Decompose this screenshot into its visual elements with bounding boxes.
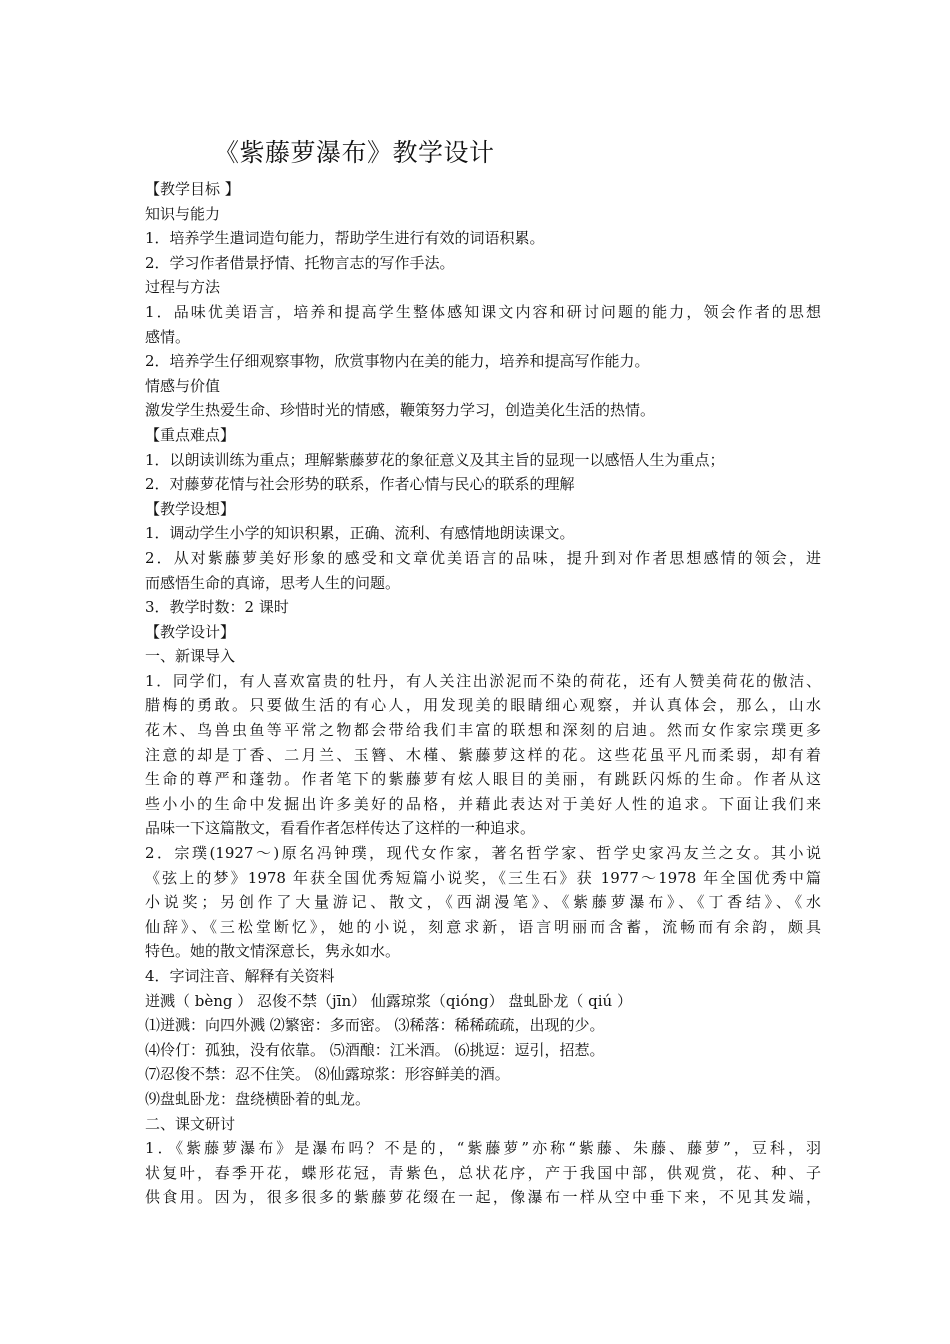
text-line: 些小小的生命中发掘出许多美好的品格，并藉此表达对于美好人性的追求。下面让我们来 <box>145 794 821 813</box>
text-line: 1．品味优美语言，培养和提高学生整体感知课文内容和研讨问题的能力，领会作者的思想 <box>145 302 821 321</box>
text-line: ⑼盘虬卧龙：盘绕横卧着的虬龙。 <box>145 1089 371 1108</box>
text-line: 2．培养学生仔细观察事物，欣赏事物内在美的能力，培养和提高写作能力。 <box>145 352 650 371</box>
text-line: ⑴迸溅：向四外溅 ⑵繁密：多而密。 ⑶稀落：稀稀疏疏，出现的少。 <box>145 1016 605 1035</box>
text-line: 腊梅的勇敢。只要做生活的有心人，用发现美的眼睛细心观察，并认真体会，那么，山水 <box>145 696 821 715</box>
document-body <box>145 177 825 1210</box>
text-line: 1．培养学生遣词造句能力，帮助学生进行有效的词语积累。 <box>145 229 545 248</box>
document-title: 《紫藤萝瀑布》教学设计 <box>214 138 495 167</box>
text-line: 品味一下这篇散文，看看作者怎样传达了这样的一种追求。 <box>145 819 536 838</box>
text-line: 注意的却是丁香、二月兰、玉簪、木槿、紫藤萝这样的花。这些花虽平凡而柔弱，却有着 <box>145 745 821 764</box>
text-line: 【教学设想】 <box>145 499 236 518</box>
text-line: 一、新课导入 <box>145 647 236 666</box>
text-line: 3．教学时数：2 课时 <box>145 598 289 617</box>
text-line: 过程与方法 <box>145 278 221 297</box>
text-line: 1．同学们，有人喜欢富贵的牡丹，有人关注出淤泥而不染的荷花，还有人赞美荷花的傲洁、 <box>145 671 821 690</box>
text-line: 供食用。因为，很多很多的紫藤萝花缀在一起，像瀑布一样从空中垂下来，不见其发端， <box>145 1188 821 1207</box>
text-line: 2．从对紫藤萝美好形象的感受和文章优美语言的品味，提升到对作者思想感情的领会，进 <box>145 548 821 567</box>
text-line: 特色。她的散文情深意长，隽永如水。 <box>145 942 401 961</box>
text-line: 二、课文研讨 <box>145 1114 236 1133</box>
text-line: 1．调动学生小学的知识积累，正确、流利、有感情地朗读课文。 <box>145 524 575 543</box>
text-line: 2．宗璞(1927～)原名冯钟璞，现代女作家，著名哲学家、哲学史家冯友兰之女。其小说 <box>145 844 821 863</box>
text-line: 1．以朗读训练为重点；理解紫藤萝花的象征意义及其主旨的显现一以感悟人生为重点； <box>145 450 725 469</box>
text-line: 状复叶，春季开花，蝶形花冠，青紫色，总状花序，产于我国中部，供观赏，花、种、子 <box>145 1163 821 1182</box>
text-line: 情感与价值 <box>145 376 221 395</box>
text-line: 1．《紫藤萝瀑布》是瀑布吗？不是的，“紫藤萝”亦称“紫藤、朱藤、藤萝”，豆科，羽 <box>145 1139 821 1158</box>
text-line: 激发学生热爱生命、珍惜时光的情感，鞭策努力学习，创造美化生活的热情。 <box>145 401 656 420</box>
text-line: ⑺忍俊不禁：忍不住笑。 ⑻仙露琼浆：形容鲜美的酒。 <box>145 1065 510 1084</box>
text-line: 生命的尊严和蓬勃。作者笔下的紫藤萝有炫人眼目的美丽，有跳跃闪烁的生命。作者从这 <box>145 770 821 789</box>
text-line: 【重点难点】 <box>145 425 236 444</box>
text-line: 知识与能力 <box>145 204 221 223</box>
text-line: 【教学设计】 <box>145 622 236 641</box>
text-line: 《弦上的梦》1978 年获全国优秀短篇小说奖，《三生石》获 1977～1978 年全国优秀中篇 <box>145 868 821 887</box>
text-line: 迸溅（ bèng ） 忍俊不禁（jīn） 仙露琼浆（qióng） 盘虬卧龙（ qiú ） <box>145 991 632 1010</box>
text-line: 2．学习作者借景抒情、托物言志的写作手法。 <box>145 253 455 272</box>
text-line: 【教学目标 】 <box>145 180 240 198</box>
text-line: 2．对藤萝花情与社会形势的联系，作者心情与民心的联系的理解 <box>145 475 575 494</box>
text-line: 4．字词注音、解释有关资料 <box>145 967 335 985</box>
text-line: ⑷伶仃：孤独，没有依靠。 ⑸酒酿：江米酒。 ⑹挑逗：逗引，招惹。 <box>145 1040 605 1059</box>
text-line: 仙辞》、《三松堂断忆》，她的小说，刻意求新，语言明丽而含蓄，流畅而有余韵，颇具 <box>145 917 821 936</box>
text-line: 而感悟生命的真谛，思考人生的问题。 <box>145 573 401 592</box>
text-line: 感情。 <box>145 327 191 346</box>
text-line: 花木、鸟兽虫鱼等平常之物都会带给我们丰富的联想和深刻的启迪。然而女作家宗璞更多 <box>145 721 821 740</box>
text-line: 小说奖；另创作了大量游记、散文，《西湖漫笔》、《紫藤萝瀑布》、《丁香结》、《水 <box>145 893 821 912</box>
